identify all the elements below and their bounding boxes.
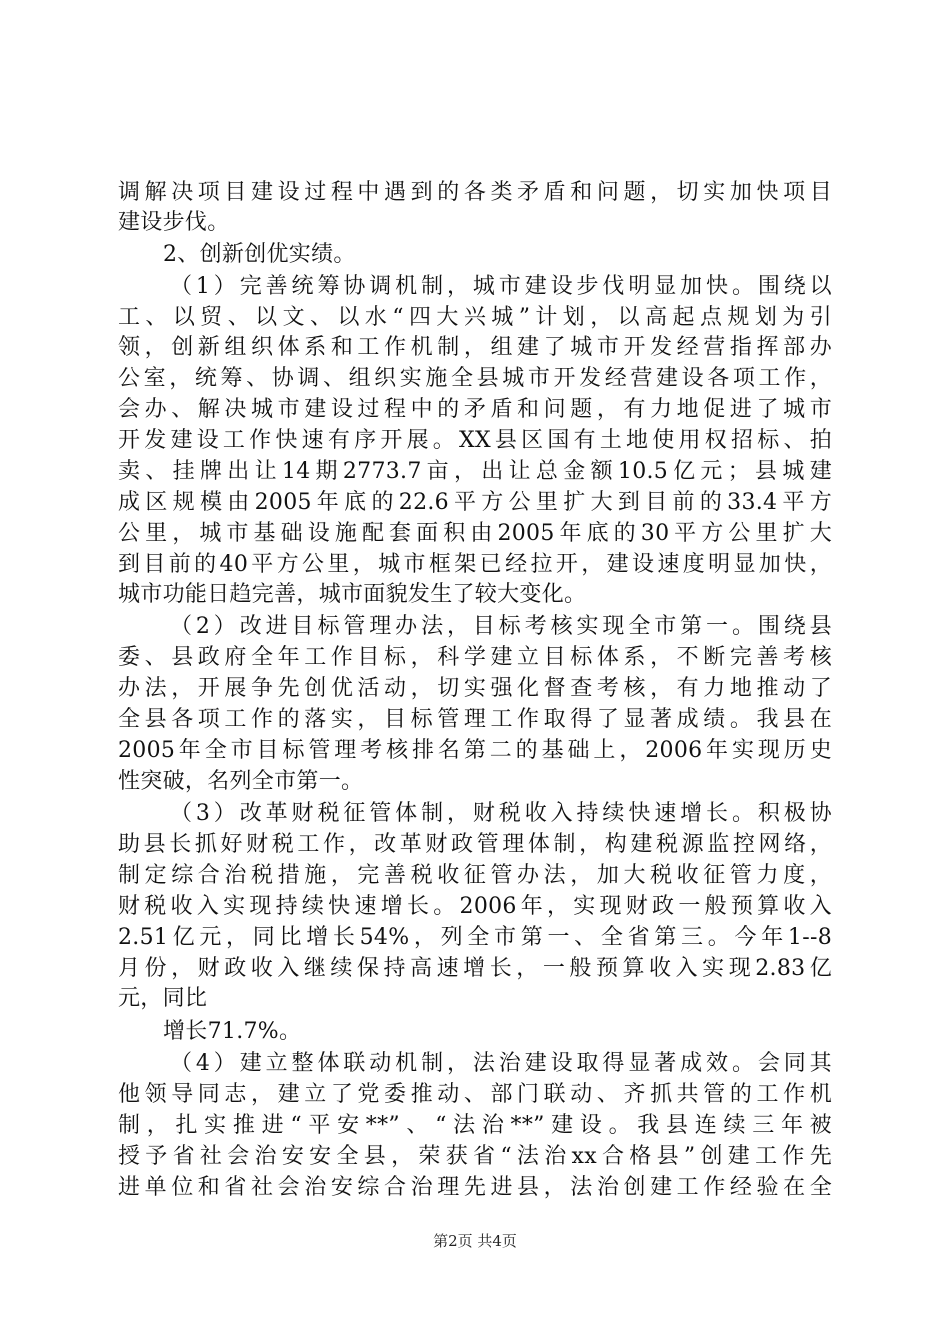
text-line: （4）建立整体联动机制，法治建设取得显著成效。会同其 — [170, 1051, 832, 1076]
text-line: 公室，统筹、协调、组织实施全县城市开发经营建设各项工作， — [118, 366, 832, 391]
text-line: 调解决项目建设过程中遇到的各类矛盾和问题，切实加快项目 — [118, 180, 832, 205]
text-line: 元，同比 — [118, 986, 208, 1011]
page-indicator: 第2页 共4页 — [433, 1232, 517, 1250]
text-line: 会办、解决城市建设过程中的矛盾和问题，有力地促进了城市 — [118, 397, 832, 422]
text-line: 月份，财政收入继续保持高速增长，一般预算收入实现2.83亿 — [118, 956, 832, 981]
text-line: 他领导同志，建立了党委推动、部门联动、齐抓共管的工作机 — [118, 1082, 832, 1107]
text-line: 制定综合治税措施，完善税收征管办法，加大税收征管力度， — [118, 863, 832, 888]
text-line: 公里，城市基础设施配套面积由2005年底的30平方公里扩大 — [118, 521, 832, 546]
text-line: 卖、挂牌出让14期2773.7亩，出让总金额10.5亿元；县城建 — [118, 459, 832, 484]
text-line: （3）改革财税征管体制，财税收入持续快速增长。积极协 — [170, 801, 832, 826]
text-line: 全县各项工作的落实，目标管理工作取得了显著成绩。我县在 — [118, 707, 832, 732]
text-line: 财税收入实现持续快速增长。2006年，实现财政一般预算收入 — [118, 894, 832, 919]
text-line: 性突破，名列全市第一。 — [118, 769, 364, 794]
text-line: 授予省社会治安安全县，荣获省“法治xx合格县”创建工作先 — [118, 1144, 832, 1169]
text-line: 成区规模由2005年底的22.6平方公里扩大到目前的33.4平方 — [118, 490, 832, 515]
text-line: 领，创新组织体系和工作机制，组建了城市开发经营指挥部办 — [118, 335, 832, 360]
text-line: 工、以贸、以文、以水“四大兴城”计划，以高起点规划为引 — [118, 305, 832, 330]
text-line: 2005年全市目标管理考核排名第二的基础上，2006年实现历史 — [118, 738, 832, 763]
text-line: 制，扎实推进“平安**”、“法治**”建设。我县连续三年被 — [118, 1113, 832, 1138]
text-line: 进单位和省社会治安综合治理先进县，法治创建工作经验在全 — [118, 1175, 832, 1200]
text-line: 办法，开展争先创优活动，切实强化督查考核，有力地推动了 — [118, 676, 832, 701]
text-line: （2）改进目标管理办法，目标考核实现全市第一。围绕县 — [170, 614, 832, 639]
text-line: 到目前的40平方公里，城市框架已经拉开，建设速度明显加快， — [118, 552, 832, 577]
text-line: 建设步伐。 — [118, 210, 230, 235]
text-line: 城市功能日趋完善，城市面貌发生了较大变化。 — [118, 582, 587, 607]
text-line: 2.51亿元，同比增长54%，列全市第一、全省第三。今年1--8 — [118, 925, 832, 950]
section-heading: 2、创新创优实绩。 — [163, 242, 356, 267]
text-line: 增长71.7%。 — [163, 1019, 302, 1044]
text-line: 开发建设工作快速有序开展。XX县区国有土地使用权招标、拍 — [118, 428, 832, 453]
text-line: 助县长抓好财税工作，改革财政管理体制，构建税源监控网络， — [118, 832, 832, 857]
text-line: （1）完善统筹协调机制，城市建设步伐明显加快。围绕以 — [170, 274, 832, 299]
text-line: 委、县政府全年工作目标，科学建立目标体系，不断完善考核 — [118, 645, 832, 670]
